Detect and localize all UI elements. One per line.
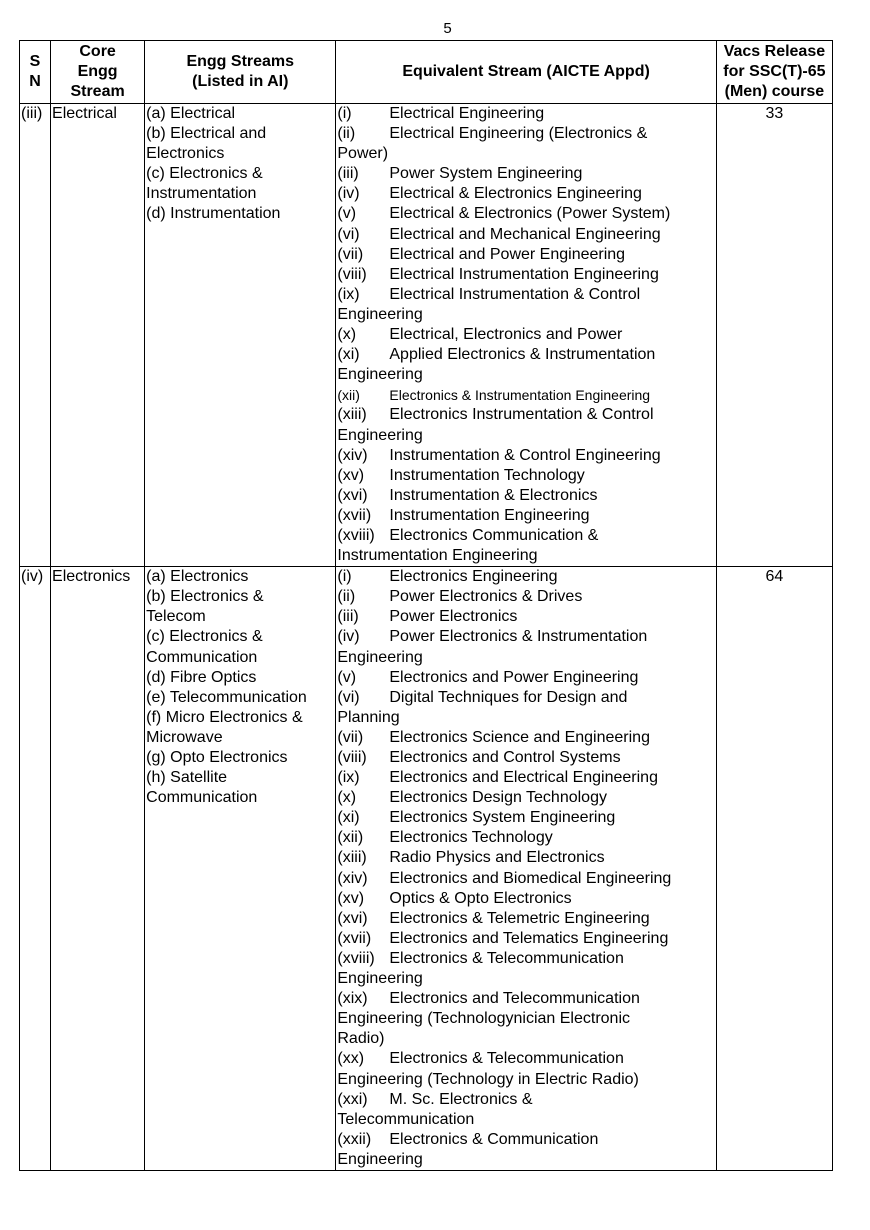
equivalent-stream-line — [337, 265, 714, 285]
item-text: Electrical Instrumentation Engineering — [389, 265, 659, 283]
item-number: (xx) — [337, 1050, 365, 1068]
engg-stream-line: (f) Micro Electronics & — [146, 708, 303, 726]
sn-cell — [20, 567, 51, 1171]
equivalent-stream-line — [337, 969, 714, 989]
equivalent-stream-item — [337, 164, 714, 184]
item-number: (xiii) — [337, 406, 367, 424]
item-text: Electronics & Telemetric Engineering — [389, 909, 650, 927]
equivalent-stream-item — [337, 104, 714, 124]
header-row — [20, 41, 833, 104]
item-text: Electronics and Electrical Engineering — [389, 769, 658, 787]
item-text: Electronics & Communication — [389, 1130, 599, 1148]
equivalent-stream-line — [337, 728, 714, 748]
item-text: Electronics and Telecommunication — [389, 990, 640, 1008]
equivalent-stream-line — [337, 808, 714, 828]
engg-stream-line: (c) Electronics & — [146, 628, 263, 646]
engg-stream-line: (e) Telecommunication — [146, 688, 307, 706]
equivalent-stream-line — [337, 405, 714, 425]
header-vacs-line: (Men) course — [724, 83, 825, 100]
equivalent-stream-line — [337, 225, 714, 245]
equivalent-stream-item — [337, 607, 714, 627]
equivalent-stream-line — [337, 365, 714, 385]
equivalent-stream-line — [337, 285, 714, 305]
item-number: (iii) — [337, 165, 359, 183]
equivalent-stream-item — [337, 466, 714, 486]
equivalent-stream-item — [337, 788, 714, 808]
equivalent-stream-item — [337, 808, 714, 828]
item-number: (xix) — [337, 990, 368, 1008]
equivalent-stream-line — [337, 144, 714, 164]
item-text: Electronics Engineering — [389, 568, 558, 586]
item-number: (x) — [337, 789, 357, 807]
vacancies-cell — [716, 104, 832, 567]
item-text: Electronics and Control Systems — [389, 749, 621, 766]
equivalent-stream-item — [337, 385, 714, 405]
engg-stream-line: (b) Electronics & — [146, 588, 264, 606]
equivalent-stream-item — [337, 869, 714, 889]
sn-value: (iv) — [21, 568, 44, 586]
equivalent-stream-item — [337, 929, 714, 949]
engg-stream-line: Communication — [146, 648, 258, 666]
item-number: (xiv) — [337, 869, 368, 887]
core-stream-value: Electronics — [52, 568, 131, 586]
item-text: Instrumentation & Electronics — [389, 486, 598, 504]
item-text: Electronics Science and Engineering — [389, 728, 650, 746]
item-number: (xv) — [337, 889, 365, 907]
item-number: (vii) — [337, 728, 364, 746]
equivalent-stream-line — [337, 1090, 714, 1110]
header-equivalent-stream — [336, 41, 716, 104]
equivalent-stream-item — [337, 889, 714, 909]
equivalent-stream-line — [337, 869, 714, 889]
item-number: (xxi) — [337, 1090, 368, 1108]
engg-stream-line: Microwave — [146, 728, 223, 746]
item-number: (vi) — [337, 225, 360, 243]
engg-stream-line: (d) Instrumentation — [146, 205, 281, 223]
equivalent-stream-line — [337, 204, 714, 224]
item-text: Engineering — [337, 970, 423, 988]
engg-stream-line: Communication — [146, 789, 258, 807]
item-number: (xvi) — [337, 486, 368, 504]
item-number: (viii) — [337, 749, 367, 766]
item-number: (iv) — [337, 185, 360, 203]
equivalent-stream-line — [337, 164, 714, 184]
item-text: Engineering — [337, 648, 423, 666]
equivalent-stream-line — [337, 607, 714, 627]
equivalent-stream-line — [337, 788, 714, 808]
header-equiv-line: Equivalent Stream (AICTE Appd) — [402, 63, 650, 80]
item-text: Electronics & Telecommunication — [389, 1050, 624, 1068]
equivalent-stream-line — [337, 446, 714, 466]
vacancies-value: 33 — [765, 105, 784, 122]
engg-stream-line: Instrumentation — [146, 185, 257, 203]
item-text: Electronics & Telecommunication — [389, 949, 624, 967]
core-stream-cell — [51, 104, 145, 567]
item-text: Electronics Technology — [389, 829, 553, 847]
equivalent-stream-line — [337, 1009, 714, 1029]
equivalent-stream-line — [337, 929, 714, 949]
item-text: Instrumentation & Control Engineering — [389, 446, 661, 464]
item-number: (i) — [337, 105, 352, 122]
equivalent-stream-line — [337, 668, 714, 688]
equivalent-stream-line — [337, 768, 714, 788]
equivalent-stream-line — [337, 627, 714, 647]
item-text: Electronics System Engineering — [389, 809, 616, 827]
item-text: Power) — [337, 145, 389, 163]
item-text: Optics & Opto Electronics — [389, 889, 572, 907]
engg-stream-line: (g) Opto Electronics — [146, 749, 288, 766]
equivalent-stream-line — [337, 526, 714, 546]
item-number: (ii) — [337, 588, 356, 606]
item-number: (v) — [337, 668, 357, 686]
item-text: Power Electronics — [389, 608, 518, 626]
item-number: (vii) — [337, 245, 364, 263]
item-text: Electronics and Power Engineering — [389, 668, 639, 686]
item-number: (xvii) — [337, 929, 372, 947]
equivalent-stream-item — [337, 587, 714, 607]
item-text: Instrumentation Engineering — [389, 506, 590, 524]
equivalent-stream-line — [337, 426, 714, 446]
item-number: (x) — [337, 326, 357, 344]
item-number: (xxii) — [337, 1130, 372, 1148]
item-text: Electronics Design Technology — [389, 789, 607, 807]
equivalent-stream-line — [337, 748, 714, 768]
equivalent-stream-line — [337, 486, 714, 506]
equivalent-stream-line — [337, 567, 714, 587]
equivalent-stream-item — [337, 728, 714, 748]
equivalent-stream-item — [337, 245, 714, 265]
item-number: (viii) — [337, 265, 367, 283]
core-stream-cell — [51, 567, 145, 1171]
table-body — [20, 104, 833, 1171]
item-number: (xvi) — [337, 909, 368, 927]
equivalent-stream-line — [337, 1130, 714, 1150]
equivalent-stream-item — [337, 668, 714, 688]
vacancies-value: 64 — [765, 568, 784, 586]
equivalent-stream-item — [337, 1049, 714, 1089]
equivalent-stream-line — [337, 909, 714, 929]
engg-streams-cell — [145, 567, 336, 1171]
equivalent-stream-item — [337, 688, 714, 728]
item-text: Applied Electronics & Instrumentation — [389, 346, 656, 364]
item-number: (vi) — [337, 688, 360, 706]
streams-table — [19, 40, 833, 1171]
equivalent-stream-item — [337, 1090, 714, 1130]
equivalent-stream-item — [337, 345, 714, 385]
item-text: Electrical Engineering (Electronics & — [389, 125, 648, 143]
item-text: Engineering — [337, 1150, 423, 1168]
item-text: Electrical and Mechanical Engineering — [389, 225, 661, 243]
sn-value: (iii) — [21, 105, 43, 122]
item-text: Electrical and Power Engineering — [389, 245, 626, 263]
header-engg-line: (Listed in AI) — [192, 73, 289, 90]
item-number: (xviii) — [337, 526, 375, 544]
item-text: Electronics and Biomedical Engineering — [389, 869, 672, 887]
equivalent-stream-line — [337, 506, 714, 526]
equivalent-stream-item — [337, 225, 714, 245]
item-number: (v) — [337, 205, 357, 223]
item-text: Engineering — [337, 305, 423, 323]
equivalent-stream-line — [337, 1029, 714, 1049]
equivalent-stream-line — [337, 949, 714, 969]
core-stream-value: Electrical — [52, 105, 117, 122]
item-text: Electronics and Telematics Engineering — [389, 929, 669, 947]
equivalent-stream-line — [337, 245, 714, 265]
equivalent-stream-item — [337, 526, 714, 566]
item-text: Electronics Communication & — [389, 526, 599, 544]
equivalent-stream-line — [337, 989, 714, 1009]
equivalent-stream-line — [337, 1150, 714, 1170]
engg-stream-line: Electronics — [146, 145, 225, 163]
equivalent-stream-item — [337, 405, 714, 445]
header-engg-streams — [145, 41, 336, 104]
item-text: Instrumentation Engineering — [337, 547, 538, 565]
header-sn-line: N — [29, 73, 41, 90]
equivalent-stream-item — [337, 989, 714, 1049]
equivalent-stream-item — [337, 748, 714, 768]
equivalent-stream-line — [337, 587, 714, 607]
table-row — [20, 567, 833, 1171]
item-text: Power Electronics & Drives — [389, 588, 583, 606]
equivalent-stream-item — [337, 848, 714, 868]
equivalent-stream-line — [337, 1110, 714, 1130]
equivalent-stream-line — [337, 104, 714, 124]
header-sn — [20, 41, 51, 104]
item-number: (xiv) — [337, 446, 368, 464]
header-vacancies — [716, 41, 832, 104]
item-number: (ix) — [337, 285, 360, 303]
equivalent-stream-item — [337, 949, 714, 989]
equivalent-stream-item — [337, 567, 714, 587]
item-number: (i) — [337, 568, 352, 586]
engg-streams-cell — [145, 104, 336, 567]
item-number: (xii) — [337, 829, 364, 847]
item-text: Electrical Instrumentation & Control — [389, 285, 641, 303]
header-core-line: Engg — [77, 63, 118, 80]
header-sn-line: S — [29, 53, 41, 70]
item-text: Electrical & Electronics (Power System) — [389, 205, 671, 223]
header-vacs-line: for SSC(T)-65 — [723, 63, 826, 80]
equivalent-stream-line — [337, 1049, 714, 1069]
equivalent-stream-item — [337, 1130, 714, 1170]
equivalent-stream-item — [337, 265, 714, 285]
equivalent-stream-line — [337, 708, 714, 728]
equivalent-stream-line — [337, 848, 714, 868]
item-text: Electrical & Electronics Engineering — [389, 185, 642, 203]
header-core-line: Stream — [70, 83, 125, 100]
item-text: Electrical Engineering — [389, 105, 545, 122]
sn-cell — [20, 104, 51, 567]
equivalent-stream-item — [337, 184, 714, 204]
equivalent-stream-item — [337, 204, 714, 224]
equivalent-stream-item — [337, 828, 714, 848]
engg-stream-line: (d) Fibre Optics — [146, 668, 257, 686]
item-number: (iii) — [337, 608, 359, 626]
item-text: Electronics Instrumentation & Control — [389, 406, 654, 424]
equivalent-stream-line — [337, 828, 714, 848]
equivalent-stream-item — [337, 627, 714, 667]
equivalent-stream-item — [337, 124, 714, 164]
item-text: Engineering (Technology in Electric Radio) — [337, 1070, 639, 1088]
equivalent-stream-line — [337, 1070, 714, 1090]
item-text: Telecommunication — [337, 1110, 475, 1128]
equivalent-stream-line — [337, 385, 714, 405]
item-number: (ii) — [337, 125, 356, 143]
item-number: (xi) — [337, 809, 360, 827]
item-text: Engineering (Technologynician Electronic — [337, 1010, 630, 1028]
engg-stream-line: (a) Electrical — [146, 105, 236, 122]
item-number: (xi) — [337, 346, 360, 364]
equivalent-stream-line — [337, 546, 714, 566]
item-text: Power Electronics & Instrumentation — [389, 628, 648, 646]
equivalent-stream-item — [337, 506, 714, 526]
engg-stream-line: Telecom — [146, 608, 206, 626]
item-text: Radio Physics and Electronics — [389, 849, 605, 867]
equivalent-stream-item — [337, 285, 714, 325]
equivalent-streams-cell — [336, 104, 716, 567]
equivalent-stream-item — [337, 325, 714, 345]
item-number: (xv) — [337, 466, 365, 484]
item-text: Instrumentation Technology — [389, 466, 585, 484]
item-number: (iv) — [337, 628, 360, 646]
item-text: Digital Techniques for Design and — [389, 688, 628, 706]
item-text: Electrical, Electronics and Power — [389, 326, 623, 344]
item-text: Engineering — [337, 366, 423, 384]
equivalent-stream-item — [337, 909, 714, 929]
equivalent-stream-line — [337, 648, 714, 668]
item-text: Radio) — [337, 1030, 385, 1048]
engg-stream-line: (h) Satellite — [146, 769, 228, 787]
equivalent-stream-line — [337, 325, 714, 345]
equivalent-stream-item — [337, 486, 714, 506]
item-text: Electronics & Instrumentation Engineering — [389, 387, 651, 404]
header-engg-line: Engg Streams — [186, 53, 295, 70]
engg-stream-line: (a) Electronics — [146, 568, 249, 586]
item-text: Power System Engineering — [389, 165, 583, 183]
item-text: Engineering — [337, 426, 423, 444]
engg-stream-line: (b) Electrical and — [146, 125, 267, 143]
vacancies-cell — [716, 567, 832, 1171]
equivalent-stream-line — [337, 466, 714, 486]
item-number: (xvii) — [337, 506, 372, 524]
header-core-stream — [51, 41, 145, 104]
item-number: (xviii) — [337, 949, 375, 967]
table-row — [20, 104, 833, 567]
equivalent-stream-item — [337, 768, 714, 788]
equivalent-stream-line — [337, 124, 714, 144]
equivalent-stream-line — [337, 688, 714, 708]
equivalent-stream-item — [337, 446, 714, 466]
page-number: 5 — [443, 20, 452, 37]
item-number: (ix) — [337, 769, 360, 787]
equivalent-stream-line — [337, 305, 714, 325]
header-core-line: Core — [79, 43, 116, 60]
header-vacs-line: Vacs Release — [723, 43, 826, 60]
equivalent-stream-line — [337, 345, 714, 365]
engg-stream-line: (c) Electronics & — [146, 165, 263, 183]
item-number: (xii) — [337, 387, 360, 404]
item-text: M. Sc. Electronics & — [389, 1090, 533, 1108]
equivalent-streams-cell — [336, 567, 716, 1171]
equivalent-stream-line — [337, 184, 714, 204]
equivalent-stream-line — [337, 889, 714, 909]
item-text: Planning — [337, 708, 400, 726]
item-number: (xiii) — [337, 849, 367, 867]
